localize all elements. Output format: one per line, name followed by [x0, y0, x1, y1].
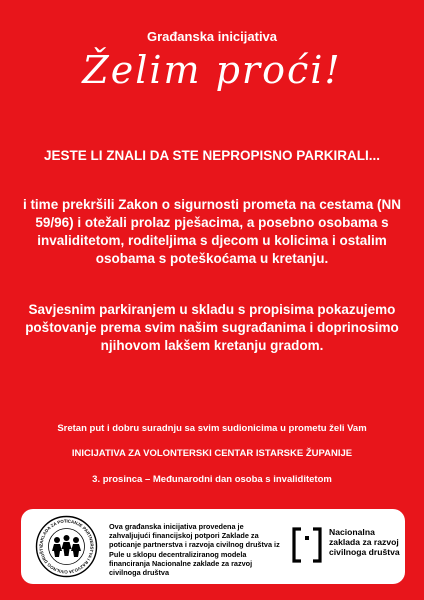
- people-circle-icon: [35, 515, 98, 578]
- headline: JESTE LI ZNALI DA STE NEPROPISNO PARKIRALI...: [43, 148, 381, 163]
- funding-note: Ova građanska inicijativa provedena je zahvaljujući financijskoj potpori Zaklade za poticanje partnerstva i razvoja civilnog društva iz Pule u sklopu decentraliziranog modela financiranja Nacionalne zaklade za razvoj civilnoga društva: [109, 522, 280, 578]
- brackets-icon: [292, 527, 322, 563]
- slogan-title: Želim proći!: [82, 48, 342, 92]
- footer-panel: [21, 509, 405, 584]
- initiative-name: INICIJATIVA ZA VOLONTERSKI CENTAR ISTARSKE ŽUPANIJE: [71, 448, 353, 459]
- seal-text: ZAKLADA ZA POTICANJE PARTNERSTVA I RAZVOJA CIVILNOG DRUŠTV: [38, 518, 95, 575]
- date-line: 3. prosinca – Međunarodni dan osoba s invaliditetom: [92, 474, 332, 485]
- foundation-name: Nacionalna zaklada za razvoj civilnoga društva: [329, 527, 400, 558]
- organization-label: Građanska inicijativa: [146, 29, 278, 44]
- body-paragraph-1: i time prekršili Zakon o sigurnosti prometa na cestama (NN 59/96) i otežali prolaz pješacima, a posebno osobama s invaliditetom, roditeljima s djecom u kolicima i ostalim osobama s poteškoćama u kretanju.: [22, 197, 402, 266]
- body-paragraph-2: Savjesnim parkiranjem u skladu s propisima pokazujemo poštovanje prema svim našim sugrađanima i doprinosimo njihovom lakšem kretanju gradom.: [25, 302, 399, 353]
- greeting-line: Sretan put i dobru suradnju sa svim sudionicima u prometu želi Vam: [57, 423, 367, 434]
